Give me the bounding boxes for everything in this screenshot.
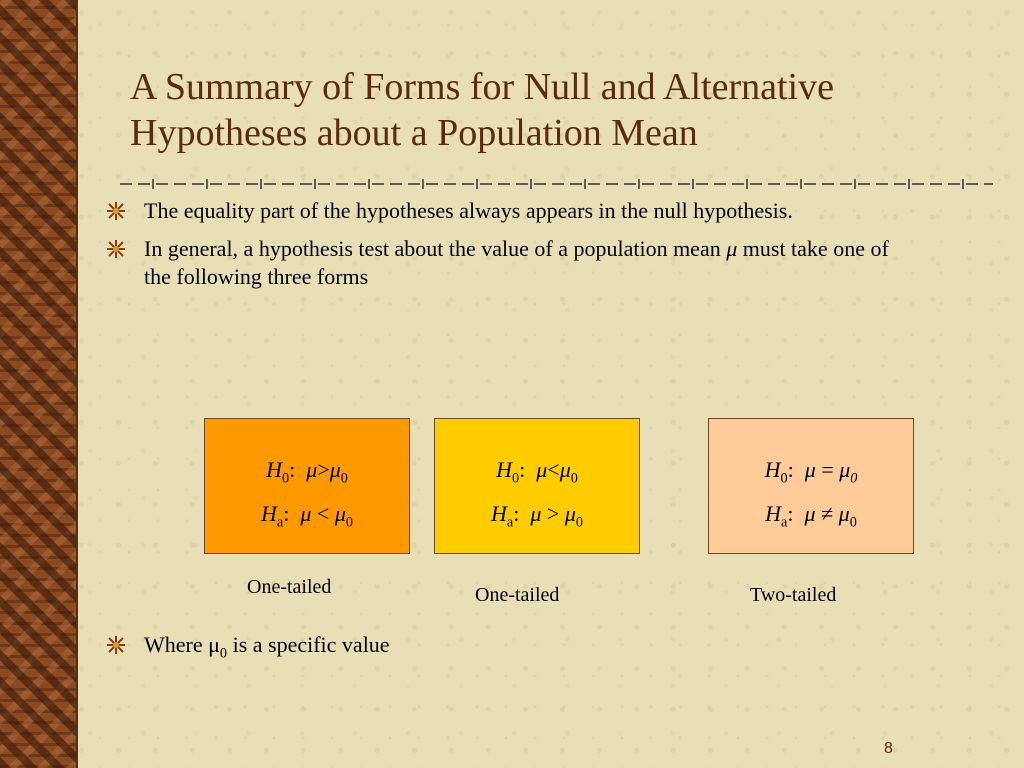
bullet-text-equality: The equality part of the hypotheses always appears in the null hypothesis. [144, 198, 793, 223]
h-subscript: a [506, 514, 514, 531]
mu0-symbol: μ [838, 501, 850, 526]
bullet-item-equality [106, 197, 906, 225]
mu0-symbol: μ [559, 457, 571, 482]
h-symbol: H [260, 501, 277, 526]
h-symbol: H [266, 457, 282, 482]
asterisk-star-icon [106, 239, 126, 259]
slide-title [130, 64, 1010, 156]
h-subscript: 0 [780, 470, 788, 487]
operator: = [815, 457, 840, 482]
title-line-1: A Summary of Forms for Null and Alternative [130, 66, 834, 108]
null-hypothesis [709, 457, 913, 487]
where-text-before: Where [144, 632, 209, 657]
mu0-symbol: μ [564, 501, 576, 526]
mu0-symbol: μ [329, 457, 341, 482]
colon: : [787, 501, 805, 526]
h-symbol: H [765, 501, 782, 526]
operator: ≠ [815, 501, 839, 526]
asterisk-star-icon [106, 201, 126, 221]
alternative-hypothesis [205, 501, 409, 531]
mu0-symbol: μ [839, 457, 851, 482]
mu-symbol: μ [536, 457, 548, 482]
title-line-2: Hypotheses about a Population Mean [130, 112, 698, 154]
label-one-tailed-lower: One-tailed [475, 584, 560, 606]
mu-symbol: μ [208, 632, 220, 657]
label-two-tailed: Two-tailed [750, 584, 837, 606]
h-symbol: H [764, 457, 781, 482]
bullet-item-forms [106, 235, 906, 291]
page-number: 8 [884, 740, 893, 757]
mu0-subscript: 0 [575, 514, 584, 531]
null-hypothesis [435, 457, 639, 487]
mu0-subscript: 0 [849, 514, 857, 531]
mu-symbol: μ [300, 501, 312, 526]
alternative-hypothesis [435, 501, 639, 531]
mu-symbol: μ [804, 501, 816, 526]
mu0-symbol: μ [334, 501, 346, 526]
colon: : [787, 457, 805, 482]
mu0-subscript: 0 [850, 470, 858, 487]
mu-subscript: 0 [219, 645, 228, 662]
h-subscript: 0 [511, 470, 520, 487]
mu-symbol: μ [726, 236, 738, 261]
mu0-subscript: 0 [570, 470, 578, 487]
label-one-tailed-upper: One-tailed [247, 576, 332, 598]
operator: > [317, 457, 330, 482]
title-divider [118, 176, 993, 192]
colon: : [283, 501, 301, 526]
asterisk-star-icon [106, 635, 126, 655]
alternative-hypothesis [709, 501, 913, 531]
h-subscript: a [781, 514, 788, 531]
mu0-subscript: 0 [340, 470, 348, 487]
colon: : [513, 501, 531, 526]
mu0-subscript: 0 [345, 514, 354, 531]
h-symbol: H [496, 457, 512, 482]
hypothesis-box-two-tailed [708, 418, 914, 554]
bullet-text-forms-before: In general, a hypothesis test about the value of a population mean [144, 236, 727, 261]
mu-symbol: μ [804, 457, 816, 482]
bullet-list [106, 197, 906, 301]
hypothesis-box-upper [204, 418, 410, 554]
operator: < [311, 501, 335, 526]
colon: : [519, 457, 537, 482]
colon: : [289, 457, 307, 482]
null-hypothesis [205, 457, 409, 487]
operator: > [541, 501, 565, 526]
bullet-item-where [106, 631, 390, 667]
mu-symbol: μ [306, 457, 318, 482]
h-subscript: a [276, 514, 284, 531]
hypothesis-box-lower [434, 418, 640, 554]
decorative-side-strip [0, 0, 78, 768]
h-subscript: 0 [281, 470, 290, 487]
bullet-text-forms-after: must take one of the following three forms [144, 236, 889, 289]
operator: < [547, 457, 560, 482]
mu-symbol: μ [530, 501, 542, 526]
h-symbol: H [490, 501, 507, 526]
where-text-after: is a specific value [227, 632, 390, 657]
